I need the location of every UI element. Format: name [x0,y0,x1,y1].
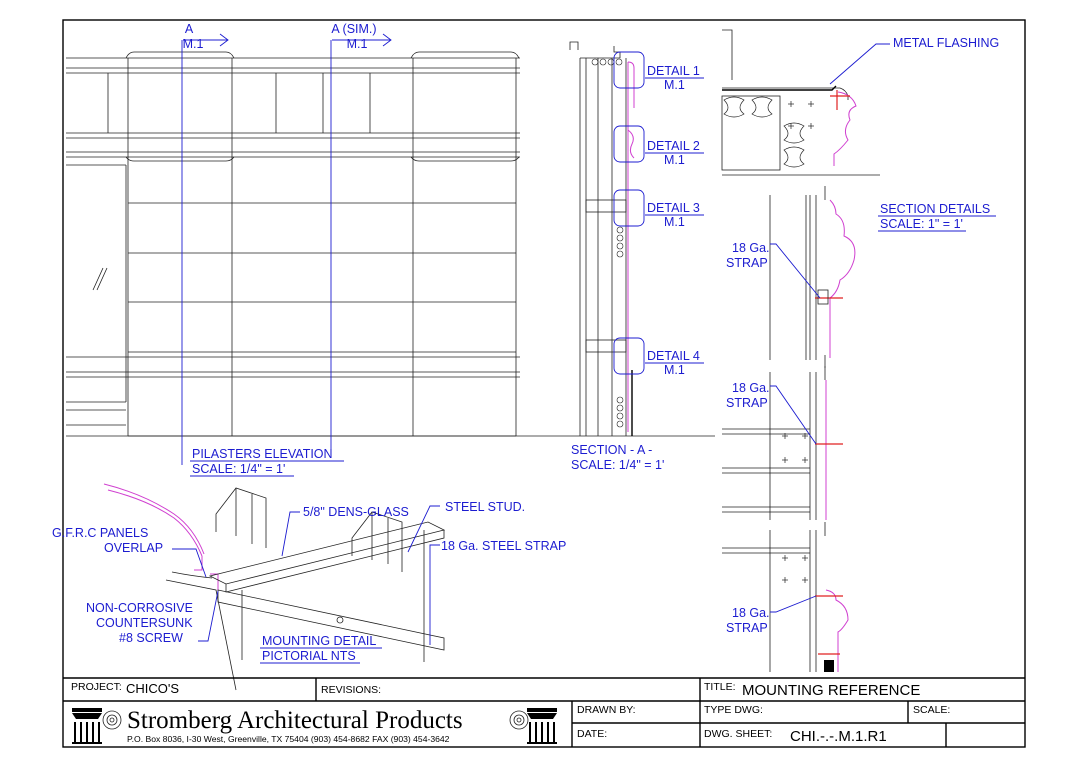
gfrc-panels-label: G.F.R.C PANELS [52,526,149,540]
steel-stud-label: STEEL STUD. [445,500,526,514]
section-details-drawing [722,30,890,672]
date-label: DATE: [577,728,608,740]
sheet-border [63,20,1025,747]
project-value: CHICO'S [126,681,180,696]
metal-flashing-label: METAL FLASHING [893,36,1000,50]
pilasters-elevation [66,34,715,465]
detail-2-label: DETAIL 2 [647,139,700,153]
detail-1-ref: M.1 [664,78,685,92]
section-marker-a-ref: M.1 [182,37,204,51]
detail-3-ref: M.1 [664,215,685,229]
section-details-title: SECTION DETAILS [880,202,991,216]
strap-label-1-line1: 18 Ga. [732,241,770,255]
overlap-label: OVERLAP [104,541,164,555]
section-details-scale: SCALE: 1" = 1' [880,217,963,231]
column-logo-right [510,708,557,744]
steel-strap-label: 18 Ga. STEEL STRAP [441,539,567,553]
dwg-sheet-value: CHI.-.-.M.1.R1 [790,728,887,745]
dens-glass-label: 5/8" DENS-GLASS [303,505,409,519]
strap-label-2-line1: 18 Ga. [732,381,770,395]
company-name: Stromberg Architectural Products [127,707,463,734]
title-label: TITLE: [704,681,736,693]
screw-label-line1: NON-CORROSIVE [86,601,193,615]
column-logo-left [72,708,121,744]
strap-label-1-line2: STRAP [726,256,768,270]
type-dwg-label: TYPE DWG: [704,704,763,716]
screw-label-line3: #8 SCREW [119,631,183,645]
section-a-scale: SCALE: 1/4" = 1' [571,458,665,472]
company-address: P.O. Box 8036, I-30 West, Greenville, TX 75404 (903) 454-8682 FAX (903) 454-3642 [127,734,450,744]
strap-label-2-line2: STRAP [726,396,768,410]
section-marker-a-sim-ref: M.1 [346,37,368,51]
detail-1-label: DETAIL 1 [647,64,700,78]
scale-label: SCALE: [913,704,951,716]
elevation-scale: SCALE: 1/4" = 1' [192,462,286,476]
revisions-label: REVISIONS: [321,684,382,696]
elevation-title: PILASTERS ELEVATION [192,447,333,461]
section-marker-a: A [184,22,194,36]
section-a-title: SECTION - A - [571,443,653,457]
detail-3-label: DETAIL 3 [647,201,700,215]
section-a-drawing [570,42,644,436]
detail-2-ref: M.1 [664,153,685,167]
mounting-detail-title: MOUNTING DETAIL [262,634,377,648]
strap-label-3-line2: STRAP [726,621,768,635]
screw-label-line2: COUNTERSUNK [96,616,193,630]
project-label: PROJECT: [71,681,122,693]
mounting-detail-subtitle: PICTORIAL NTS [262,649,356,663]
dwg-sheet-label: DWG. SHEET: [704,728,773,740]
section-marker-a-sim: A (SIM.) [331,22,377,36]
strap-label-3-line1: 18 Ga. [732,606,770,620]
title-value: MOUNTING REFERENCE [742,682,921,699]
detail-4-label: DETAIL 4 [647,349,700,363]
drawn-by-label: DRAWN BY: [577,704,636,716]
detail-4-ref: M.1 [664,363,685,377]
